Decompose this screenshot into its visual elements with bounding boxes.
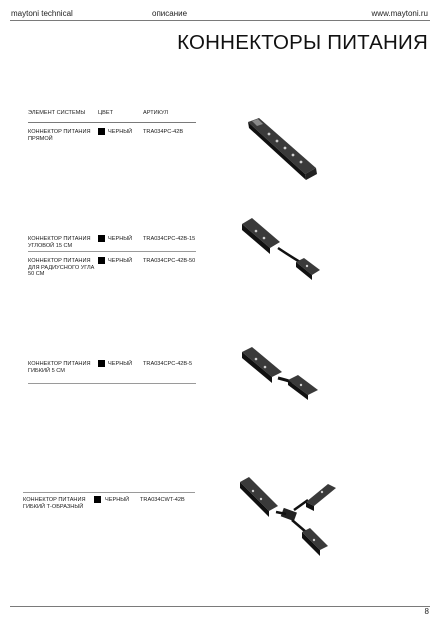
product-1-sku: TRA034PC-42B — [143, 129, 184, 135]
color-swatch — [98, 257, 105, 264]
product-4-sku: TRA034CPC-42B-5 — [143, 361, 193, 367]
product-2-name: КОННЕКТОР ПИТАНИЯ УГЛОВОЙ 15 СМ — [28, 236, 91, 249]
product-2-color: ЧЕРНЫЙ — [108, 236, 133, 242]
product-3-sku: TRA034CPC-42B-50 — [143, 258, 196, 264]
color-swatch — [98, 235, 105, 242]
row-divider — [23, 492, 195, 493]
product-5-color: ЧЕРНЫЙ — [105, 497, 130, 503]
color-swatch — [94, 496, 101, 503]
corner-connector-image — [234, 212, 330, 282]
color-swatch — [98, 128, 105, 135]
product-2-sku: TRA034CPC-42B-15 — [143, 236, 196, 242]
section-label: описание — [152, 9, 188, 18]
col-header-system: ЭЛЕМЕНТ СИСТЕМЫ — [28, 110, 86, 116]
col-header-color: ЦВЕТ — [98, 110, 114, 116]
t-connector-image — [236, 470, 340, 560]
product-1-color: ЧЕРНЫЙ — [108, 129, 133, 135]
col-header-sku: АРТИКУЛ — [143, 110, 169, 116]
straight-connector-image — [232, 112, 324, 182]
page-title: КОННЕКТОРЫ ПИТАНИЯ — [177, 31, 428, 54]
brand-label: maytoni technical — [11, 9, 73, 18]
product-3-color: ЧЕРНЫЙ — [108, 258, 133, 264]
product-5-sku: TRA034CWT-42B — [140, 497, 185, 503]
page-number: 8 — [424, 607, 429, 616]
header-divider — [10, 20, 430, 21]
color-swatch — [98, 360, 105, 367]
product-4-name: КОННЕКТОР ПИТАНИЯ ГИБКИЙ 5 СМ — [28, 361, 91, 374]
footer-divider — [10, 606, 430, 607]
col-header-divider — [28, 122, 196, 123]
row-divider — [28, 251, 196, 252]
row-divider — [28, 383, 196, 384]
product-5-name: КОННЕКТОР ПИТАНИЯ ГИБКИЙ Т-ОБРАЗНЫЙ — [23, 497, 86, 510]
site-link[interactable]: www.maytoni.ru — [371, 9, 428, 18]
product-4-color: ЧЕРНЫЙ — [108, 361, 133, 367]
product-1-name: КОННЕКТОР ПИТАНИЯ ПРЯМОЙ — [28, 129, 91, 142]
flexible-connector-image — [234, 342, 324, 402]
product-3-name: КОННЕКТОР ПИТАНИЯ ДЛЯ РАДИУСНОГО УГЛА 50 СМ — [28, 258, 95, 278]
